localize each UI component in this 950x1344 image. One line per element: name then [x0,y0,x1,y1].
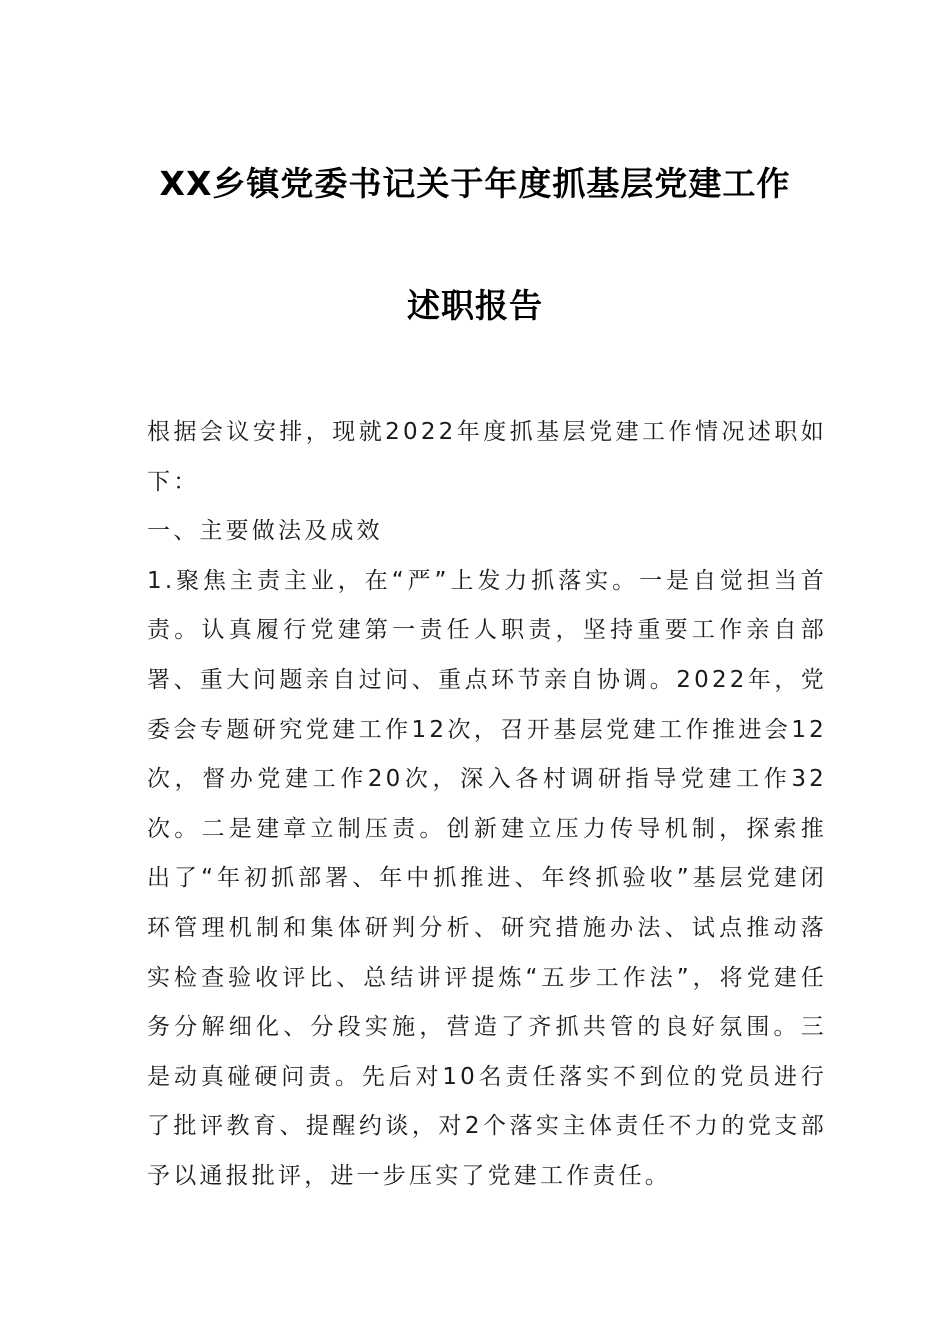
intro-paragraph: 根据会议安排，现就2022年度抓基层党建工作情况述职如下： [147,419,827,495]
section-heading: 一、主要做法及成效 [147,518,383,545]
document-title-line-1: XX乡镇党委书记关于年度抓基层党建工作 [159,164,791,203]
document-title-line-2: 述职报告 [407,286,543,325]
document-body [147,408,827,1202]
body-paragraph: 1.聚焦主责主业，在“严”上发力抓落实。一是自觉担当首责。认真履行党建第一责任人职责，坚持重要工作亲自部署、重大问题亲自过问、重点环节亲自协调。2022年，党委会专题研究党建工作12次，召开基层党建工作推进会12次，督办党建工作20次，深入各村调研指导党建工作32次。二是建章立制压责。创新建立压力传导机制，探索推出了“年初抓部署、年中抓推进、年终抓验收”基层党建闭环管理机制和集体研判分析、研究措施办法、试点推动落实检查验收评比、总结讲评提炼“五步工作法”，将党建任务分解细化、分段实施，营造了齐抓共管的良好氛围。三是动真碰硬问责。先后对10名责任落实不到位的党员进行了批评教育、提醒约谈，对2个落实主体责任不力的党支部予以通报批评，进一步压实了党建工作责任。 [147,567,827,1189]
